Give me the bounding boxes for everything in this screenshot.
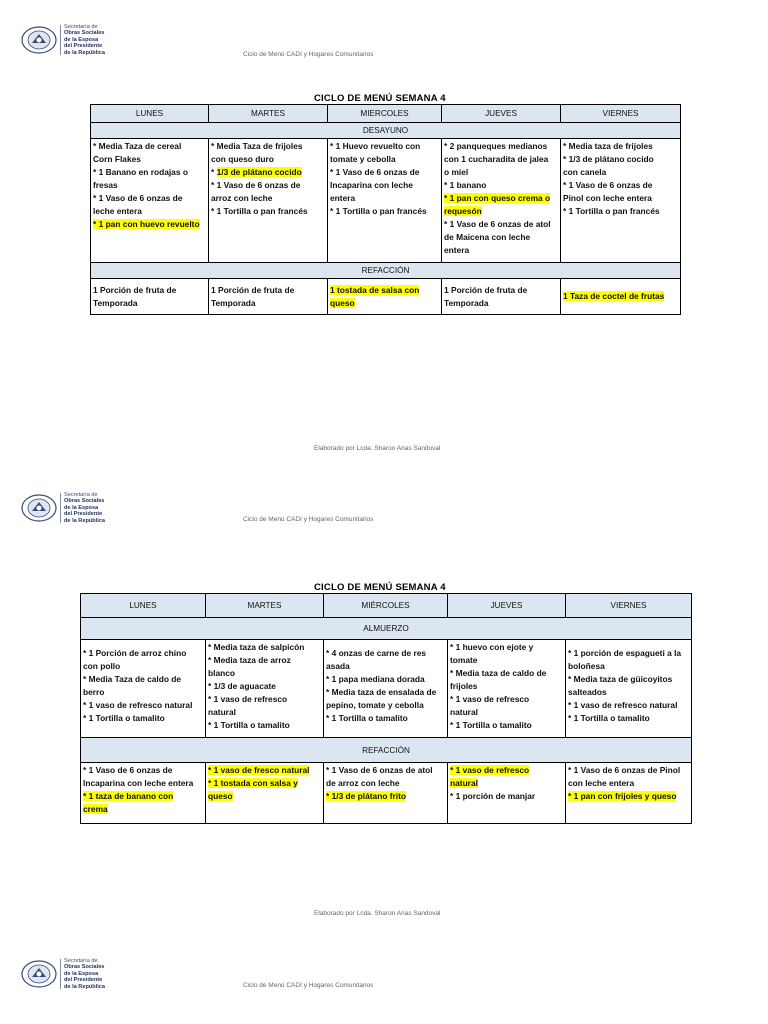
menu-line: * 1 porción de espagueti a la bbox=[568, 648, 682, 658]
menu-line: * Media Taza de caldo de bbox=[83, 674, 182, 684]
coat-of-arms-icon bbox=[20, 959, 58, 989]
menu-line: * 1 Vaso de 6 onzas de atol bbox=[326, 765, 433, 775]
menu-line: * 1 Porción de arroz chino bbox=[83, 648, 187, 658]
menu-line: * 1/3 de plátano cocido bbox=[211, 167, 302, 177]
day-header: MARTES bbox=[209, 105, 328, 123]
menu-line: * 1 taza de banano con bbox=[83, 791, 174, 801]
menu-cell bbox=[206, 640, 324, 738]
day-header: MIÉRCOLES bbox=[324, 594, 448, 618]
section-almuerzo: ALMUERZO bbox=[81, 618, 692, 640]
menu-line: * 1 pan con queso crema o bbox=[444, 193, 551, 203]
menu-line: * 1 Vaso de 6 onzas de bbox=[83, 765, 173, 775]
menu-line: Incaparina con leche bbox=[330, 180, 413, 190]
menu-line: * 1 papa mediana dorada bbox=[326, 674, 425, 684]
menu-cell bbox=[209, 139, 328, 263]
menu-line: frijoles bbox=[450, 681, 478, 691]
menu-line: Temporada bbox=[211, 297, 256, 308]
menu-line: arroz con leche bbox=[211, 193, 273, 203]
menu-line: natural bbox=[450, 778, 478, 788]
menu-cell bbox=[561, 139, 681, 263]
menu-cell bbox=[561, 279, 681, 315]
menu-line: natural bbox=[208, 707, 236, 717]
menu-line: de arroz con leche bbox=[326, 778, 400, 788]
menu-line: * 1 Tortilla o tamalito bbox=[568, 713, 650, 723]
header-note: Ciclo de Menú CADI y Hogares Comunitarios bbox=[243, 982, 374, 989]
menu-line: 1 Taza de coctel de frutas bbox=[563, 291, 665, 301]
menu-cell bbox=[328, 139, 442, 263]
logo-text: Secretaría de Obras Sociales de la Esposa del Presidente de la República bbox=[64, 492, 106, 524]
menu-line: * Media taza de salpicón bbox=[208, 642, 305, 652]
menu-line: queso bbox=[208, 791, 233, 801]
menu-line: * 1 tostada con salsa y bbox=[208, 778, 298, 788]
menu-line: * 1 vaso de refresco natural bbox=[83, 700, 193, 710]
menu-line: con pollo bbox=[83, 661, 121, 671]
day-header: JUEVES bbox=[448, 594, 566, 618]
menu-line: tomate y cebolla bbox=[330, 154, 396, 164]
menu-cell bbox=[448, 640, 566, 738]
menu-line: * 1 Tortilla o tamalito bbox=[450, 720, 532, 730]
menu-line: con canela bbox=[563, 167, 607, 177]
menu-line: entera bbox=[330, 193, 356, 203]
menu-cell bbox=[566, 763, 692, 824]
day-header: MARTES bbox=[206, 594, 324, 618]
menu-line: con leche entera bbox=[568, 778, 635, 788]
menu-line: o miel bbox=[444, 167, 469, 177]
menu-line: * 1 vaso de refresco bbox=[450, 694, 530, 704]
menu-line: Temporada bbox=[444, 297, 489, 308]
day-header: LUNES bbox=[81, 594, 206, 618]
menu-line: * Media taza de güicoyitos bbox=[568, 674, 673, 684]
menu-line: * 1 vaso de refresco bbox=[450, 765, 530, 775]
menu-line: * 1 Vaso de 6 onzas de bbox=[330, 167, 420, 177]
menu-line: * 1 pan con huevo revuelto bbox=[93, 219, 200, 229]
menu-line: requesón bbox=[444, 206, 482, 216]
menu-line: Temporada bbox=[93, 297, 138, 308]
day-header: LUNES bbox=[91, 105, 209, 123]
page-title: CICLO DE MENÚ SEMANA 4 bbox=[314, 582, 446, 593]
menu-line: * 1 Tortilla o pan francés bbox=[330, 206, 427, 216]
menu-line: fresas bbox=[93, 180, 118, 190]
menu-table-week4-breakfast bbox=[90, 104, 681, 315]
menu-line: * 1 Vaso de 6 onzas de bbox=[563, 180, 653, 190]
menu-cell bbox=[209, 279, 328, 315]
header-note: Ciclo de Menú CADI y Hogares Comunitarios bbox=[243, 516, 374, 523]
menu-cell bbox=[81, 640, 206, 738]
menu-line: * 1/3 de plátano frito bbox=[326, 791, 407, 801]
menu-line: * Media taza de ensalada de bbox=[326, 687, 437, 697]
logo-sosep-3 bbox=[20, 958, 105, 990]
menu-line: * 1 vaso de refresco natural bbox=[568, 700, 678, 710]
menu-line: 1 tostada de salsa con bbox=[330, 284, 420, 295]
menu-line: * 1 banano bbox=[444, 180, 487, 190]
menu-line: Pinol con leche entera bbox=[563, 193, 652, 203]
menu-table-week4-lunch bbox=[80, 593, 692, 824]
menu-line: * Media taza de arroz bbox=[208, 655, 291, 665]
menu-cell bbox=[566, 640, 692, 738]
menu-line: * Media Taza de frijoles bbox=[211, 141, 303, 151]
table-row bbox=[81, 640, 692, 738]
menu-line: boloñesa bbox=[568, 661, 605, 671]
logo-sosep-1 bbox=[20, 24, 105, 56]
menu-cell bbox=[91, 139, 209, 263]
coat-of-arms-icon bbox=[20, 25, 58, 55]
day-header: MIERCOLES bbox=[328, 105, 442, 123]
menu-cell bbox=[91, 279, 209, 315]
day-header: JUEVES bbox=[442, 105, 561, 123]
menu-cell bbox=[328, 279, 442, 315]
menu-cell bbox=[442, 139, 561, 263]
logo-text: Secretaría de Obras Sociales de la Esposa del Presidente de la República bbox=[64, 958, 106, 990]
menu-line: * 4 onzas de carne de res bbox=[326, 648, 427, 658]
logo-sosep-2 bbox=[20, 492, 105, 524]
menu-line: asada bbox=[326, 661, 350, 671]
footer-note: Elaborado por Lcda. Sharon Arias Sandoval bbox=[314, 910, 441, 917]
menu-line: salteados bbox=[568, 687, 607, 697]
menu-cell bbox=[324, 763, 448, 824]
menu-line: * 1 huevo con ejote y bbox=[450, 642, 534, 652]
menu-line: * 1 Tortilla o pan francés bbox=[211, 206, 308, 216]
menu-line: * 1 porción de manjar bbox=[450, 791, 536, 801]
menu-line: pepino, tomate y cebolla bbox=[326, 700, 424, 710]
section-refaccion: REFACCIÓN bbox=[91, 263, 681, 279]
menu-line: 1 Porción de fruta de bbox=[211, 284, 295, 295]
menu-line: * 1 Huevo revuelto con bbox=[330, 141, 421, 151]
menu-line: * 1 Tortilla o tamalito bbox=[208, 720, 290, 730]
menu-line: * 1 Tortilla o tamalito bbox=[326, 713, 408, 723]
menu-cell bbox=[324, 640, 448, 738]
menu-cell bbox=[206, 763, 324, 824]
menu-line: * 1 vaso de refresco bbox=[208, 694, 288, 704]
menu-line: * 1/3 de aguacate bbox=[208, 681, 276, 691]
section-refaccion: REFACCIÓN bbox=[81, 738, 692, 763]
menu-line: * 1 Banano en rodajas o bbox=[93, 167, 188, 177]
footer-note: Elaborado por Lcda. Sharon Arias Sandoval bbox=[314, 445, 441, 452]
table-row bbox=[91, 279, 681, 315]
menu-line: * 2 panqueques medianos bbox=[444, 141, 548, 151]
header-note: Ciclo de Menú CADI y Hogares Comunitarios bbox=[243, 51, 374, 58]
menu-line: con 1 cucharadita de jalea bbox=[444, 154, 549, 164]
menu-cell bbox=[442, 279, 561, 315]
menu-cell bbox=[448, 763, 566, 824]
menu-line: de Maicena con leche bbox=[444, 232, 531, 242]
menu-cell bbox=[81, 763, 206, 824]
menu-line: * Media taza de caldo de bbox=[450, 668, 547, 678]
table-row bbox=[81, 763, 692, 824]
day-header: VIERNES bbox=[566, 594, 692, 618]
menu-line: leche entera bbox=[93, 206, 142, 216]
menu-line: Incaparina con leche entera bbox=[83, 778, 194, 788]
menu-line: natural bbox=[450, 707, 478, 717]
menu-line: * 1 Vaso de 6 onzas de atol bbox=[444, 219, 551, 229]
menu-line: * Media Taza de cereal bbox=[93, 141, 182, 151]
menu-line: blanco bbox=[208, 668, 235, 678]
menu-line: * 1 Tortilla o pan francés bbox=[563, 206, 660, 216]
logo-text: Secretaría de Obras Sociales de la Esposa del Presidente de la República bbox=[64, 24, 106, 56]
menu-line: queso bbox=[330, 297, 355, 308]
coat-of-arms-icon bbox=[20, 493, 58, 523]
menu-line: 1 Porción de fruta de bbox=[444, 284, 528, 295]
menu-line: * 1/3 de plátano cocido bbox=[563, 154, 654, 164]
menu-line: tomate bbox=[450, 655, 478, 665]
menu-line: con queso duro bbox=[211, 154, 274, 164]
menu-line: berro bbox=[83, 687, 105, 697]
menu-line: * 1 Vaso de 6 onzas de bbox=[211, 180, 301, 190]
day-header: VIERNES bbox=[561, 105, 681, 123]
menu-line: crema bbox=[83, 804, 108, 814]
section-desayuno: DESAYUNO bbox=[91, 123, 681, 139]
menu-line: * Media taza de frijoles bbox=[563, 141, 653, 151]
menu-line: * 1 vaso de fresco natural bbox=[208, 765, 310, 775]
menu-line: 1 Porción de fruta de bbox=[93, 284, 177, 295]
menu-line: * 1 Vaso de 6 onzas de Pinol bbox=[568, 765, 681, 775]
menu-line: * 1 Vaso de 6 onzas de bbox=[93, 193, 183, 203]
page-title: CICLO DE MENÚ SEMANA 4 bbox=[314, 93, 446, 104]
table-row bbox=[91, 139, 681, 263]
menu-line: * 1 Tortilla o tamalito bbox=[83, 713, 165, 723]
menu-line: entera bbox=[444, 245, 470, 255]
menu-line: Corn Flakes bbox=[93, 154, 141, 164]
menu-line: * 1 pan con frijoles y queso bbox=[568, 791, 677, 801]
